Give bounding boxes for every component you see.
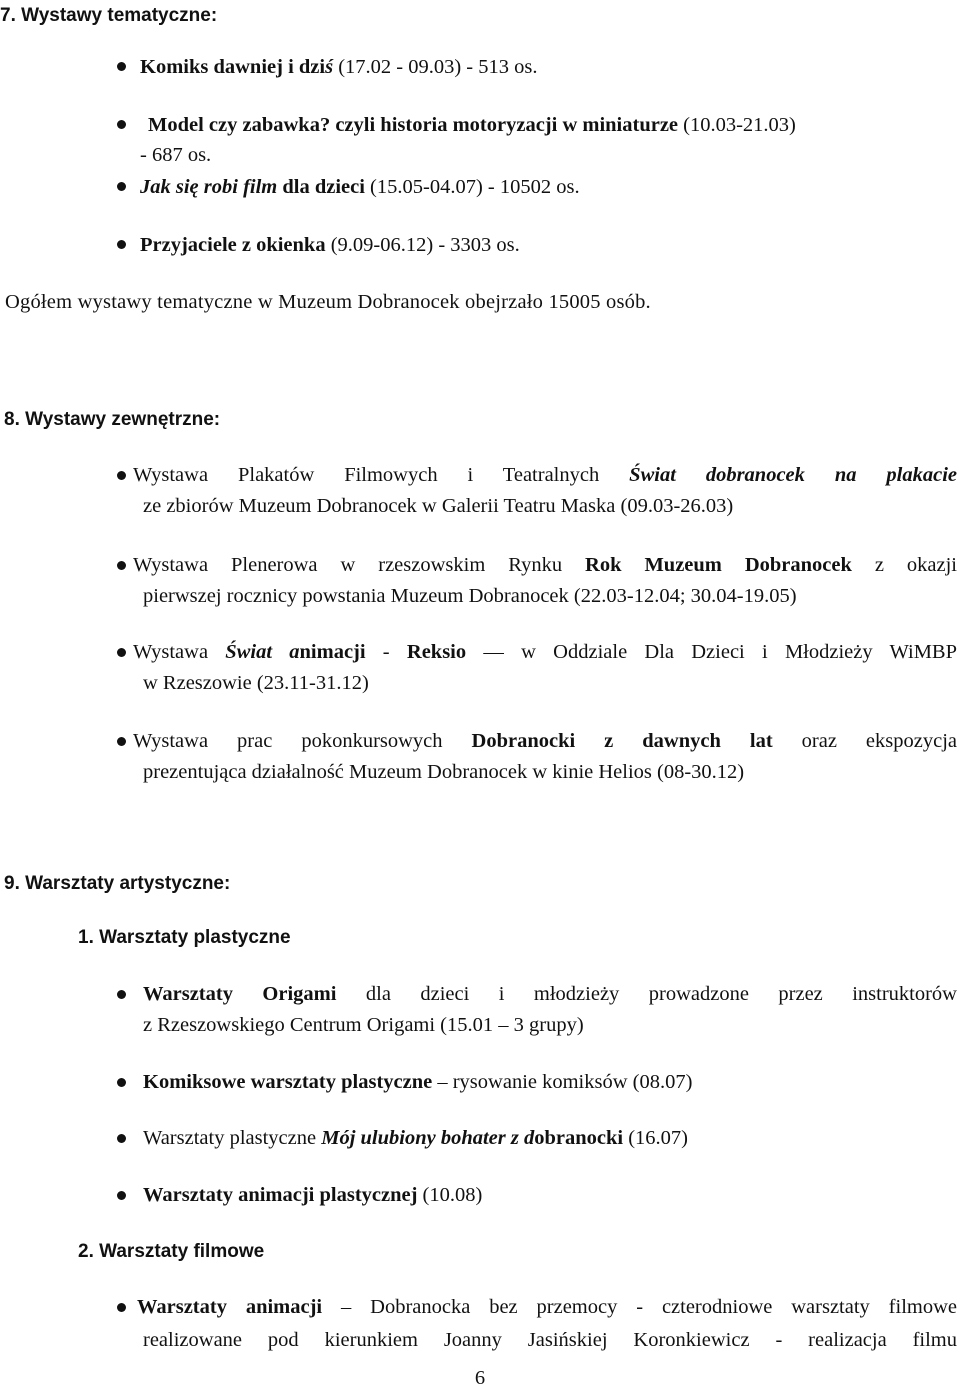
bullet-icon: [117, 120, 126, 129]
bullet-icon: [117, 1303, 126, 1312]
exhibit-item-4: Przyjaciele z okienka (9.09-06.12) - 3303 os.: [140, 234, 520, 256]
workshop-item-4: Warsztaty animacji plastycznej (10.08): [143, 1184, 483, 1206]
external-exhibit-4: Wystawa prac pokonkursowych Dobranocki z dawnych lat oraz ekspozycja: [133, 730, 957, 752]
section-9-heading: 9. Warsztaty artystyczne:: [4, 873, 231, 894]
bullet-icon: [117, 62, 126, 71]
external-exhibit-3: Wystawa Świat animacji - Reksio — w Oddziale Dla Dzieci i Młodzieży WiMBP: [133, 641, 958, 663]
bullet-icon: [117, 240, 126, 249]
bullet-icon: [117, 1191, 126, 1200]
exhibit-item-3: Jak się robi film dla dzieci (15.05-04.07) - 10502 os.: [140, 176, 580, 198]
bullet-icon: [117, 1134, 126, 1143]
bullet-icon: [117, 471, 126, 480]
external-exhibit-1-cont: ze zbiorów Muzeum Dobranocek w Galerii Teatru Maska (09.03-26.03): [143, 495, 734, 517]
bullet-icon: [117, 990, 126, 999]
bullet-icon: [117, 561, 126, 570]
external-exhibit-2: Wystawa Plenerowa w rzeszowskim Rynku Rok Muzeum Dobranocek z okazji: [133, 554, 958, 576]
exhibit-item-1: Komiks dawniej i dziś (17.02 - 09.03) - 513 os.: [140, 56, 538, 78]
section-7-heading: 7. Wystawy tematyczne:: [0, 5, 218, 26]
bullet-icon: [117, 182, 126, 191]
workshop-item-2: Komiksowe warsztaty plastyczne – rysowanie komiksów (08.07): [143, 1071, 693, 1093]
section-8-heading: 8. Wystawy zewnętrzne:: [4, 409, 221, 430]
bullet-icon: [117, 1078, 126, 1087]
external-exhibit-1: Wystawa Plakatów Filmowych i Teatralnych Świat dobranocek na plakacie: [133, 464, 957, 486]
bullet-icon: [117, 648, 126, 657]
exhibit-item-2-cont: - 687 os.: [140, 144, 212, 166]
external-exhibit-3-cont: w Rzeszowie (23.11-31.12): [143, 672, 369, 694]
workshop-item-3: Warsztaty plastyczne Mój ulubiony bohater z dobranocki (16.07): [143, 1127, 689, 1149]
bullet-icon: [117, 737, 126, 746]
workshop-item-1-cont: z Rzeszowskiego Centrum Origami (15.01 – 3 grupy): [143, 1014, 584, 1036]
external-exhibit-4-cont: prezentująca działalność Muzeum Dobranocek w kinie Helios (08-30.12): [143, 761, 745, 783]
subsection-2-heading: 2. Warsztaty filmowe: [78, 1241, 265, 1262]
page-number: 6: [474, 1367, 486, 1389]
film-workshop-item-cont: realizowane pod kierunkiem Joanny Jasińskiej Koronkiewicz - realizacja filmu: [143, 1329, 957, 1351]
film-workshop-item: Warsztaty animacji – Dobranocka bez przemocy - czterodniowe warsztaty filmowe: [137, 1296, 957, 1318]
subsection-1-heading: 1. Warsztaty plastyczne: [78, 927, 291, 948]
external-exhibit-2-cont: pierwszej rocznicy powstania Muzeum Dobranocek (22.03-12.04; 30.04-19.05): [143, 585, 797, 607]
exhibit-item-2: Model czy zabawka? czyli historia motoryzacji w miniaturze (10.03-21.03): [148, 114, 796, 136]
section-7-summary: Ogółem wystawy tematyczne w Muzeum Dobranocek obejrzało 15005 osób.: [5, 291, 651, 313]
workshop-item-1: Warsztaty Origami dla dzieci i młodzieży prowadzone przez instruktorów: [143, 983, 957, 1005]
